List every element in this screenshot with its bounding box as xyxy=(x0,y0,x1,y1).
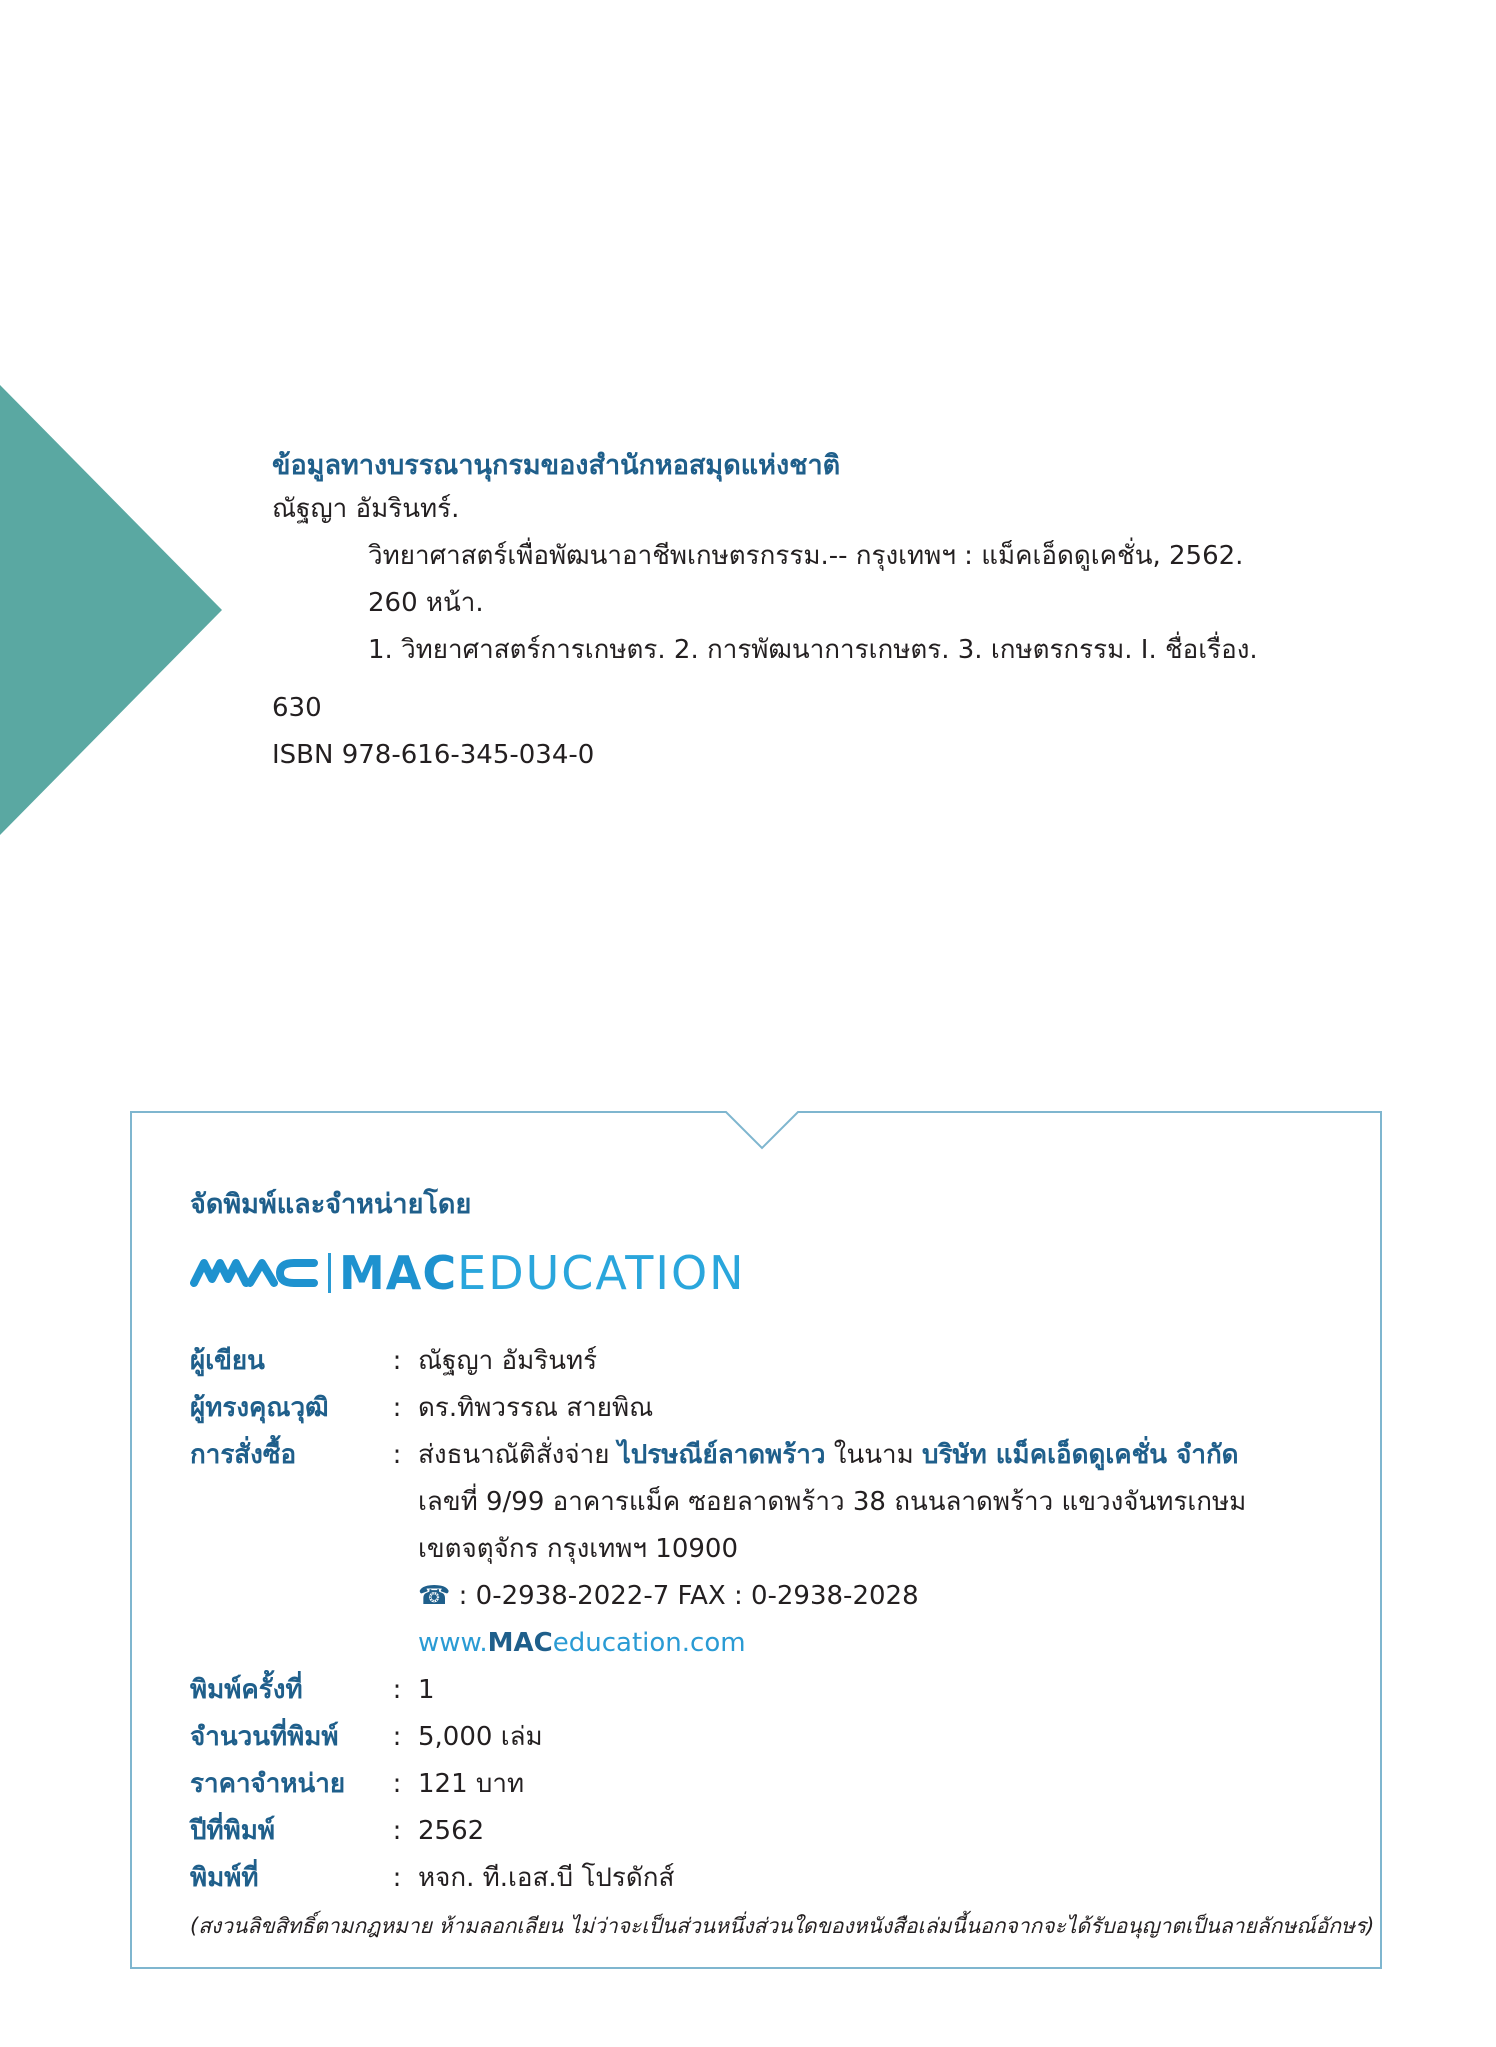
year-label: ปีที่พิมพ์ xyxy=(190,1816,276,1846)
colon: : xyxy=(392,1816,402,1846)
price-value: 121 บาท xyxy=(418,1769,525,1799)
author-label: ผู้เขียน xyxy=(190,1346,265,1376)
printer-label: พิมพ์ที่ xyxy=(190,1863,259,1893)
cip-subjects: 1. วิทยาศาสตร์การเกษตร. 2. การพัฒนาการเกษตร. 3. เกษตรกรรม. I. ชื่อเรื่อง. xyxy=(368,635,1258,665)
logo-mac-text: MAC xyxy=(339,1246,458,1300)
cip-isbn: ISBN 978-616-345-034-0 xyxy=(272,740,595,770)
order-company: บริษัท แม็คเอ็ดดูเคชั่น จำกัด xyxy=(922,1440,1239,1470)
website-prefix: www. xyxy=(418,1628,488,1658)
colon: : xyxy=(392,1675,402,1705)
copies-label: จำนวนที่พิมพ์ xyxy=(190,1722,339,1752)
cip-block xyxy=(272,446,1392,779)
order-text: ส่งธนาณัติสั่งจ่าย xyxy=(418,1440,618,1470)
price-row xyxy=(190,1761,1360,1808)
price-label: ราคาจำหน่าย xyxy=(190,1769,346,1799)
cip-pages: 260 หน้า. xyxy=(368,588,484,618)
cip-title-line: วิทยาศาสตร์เพื่อพัฒนาอาชีพเกษตรกรรม.-- กรุงเทพฯ : แม็คเอ็ดดูเคชั่น, 2562. xyxy=(368,541,1244,571)
order-label: การสั่งซื้อ xyxy=(190,1440,297,1470)
triangle-shape xyxy=(0,385,222,835)
order-text-2: ในนาม xyxy=(825,1440,922,1470)
order-value xyxy=(418,1432,1239,1479)
logo-education-text: EDUCATION xyxy=(457,1246,746,1300)
cip-class-number: 630 xyxy=(272,693,322,723)
phone-text: : 0-2938-2022-7 FAX : 0-2938-2028 xyxy=(450,1581,919,1611)
colon: : xyxy=(392,1393,402,1423)
colon: : xyxy=(392,1863,402,1893)
copies-row xyxy=(190,1714,1360,1761)
mac-education-logo xyxy=(190,1248,746,1298)
year-row xyxy=(190,1808,1360,1855)
copies-value: 5,000 เล่ม xyxy=(418,1722,543,1752)
order-row xyxy=(190,1432,1360,1479)
order-post-office: ไปรษณีย์ลาดพร้าว xyxy=(617,1440,826,1470)
address-line-2: เขตจตุจักร กรุงเทพฯ 10900 xyxy=(418,1534,739,1564)
reviewer-row xyxy=(190,1385,1360,1432)
website-suffix: education.com xyxy=(552,1628,746,1658)
cip-author: ณัฐญา อัมรินทร์. xyxy=(272,494,460,524)
year-value: 2562 xyxy=(418,1816,485,1846)
website-mac: MAC xyxy=(487,1628,553,1658)
publisher-box xyxy=(130,1111,1382,1969)
printer-value: หจก. ที.เอส.บี โปรดักส์ xyxy=(418,1863,675,1893)
publisher-title: จัดพิมพ์และจำหน่ายโดย xyxy=(190,1189,472,1220)
phone-line xyxy=(190,1573,1360,1620)
edition-label: พิมพ์ครั้งที่ xyxy=(190,1675,303,1705)
reviewer-value: ดร.ทิพวรรณ สายพิณ xyxy=(418,1393,654,1423)
phone-icon: ☎ xyxy=(418,1581,451,1611)
copyright-note: (สงวนลิขสิทธิ์ตามกฎหมาย ห้ามลอกเลียน ไม่ว่าจะเป็นส่วนหนึ่งส่วนใดของหนังสือเล่มนี้นอกจากจะได้รับอนุญาตเป็นลายลักษณ์อักษร) xyxy=(190,1914,1375,1938)
reviewer-label: ผู้ทรงคุณวุฒิ xyxy=(190,1393,329,1423)
website[interactable] xyxy=(190,1620,1360,1667)
author-row xyxy=(190,1338,1360,1385)
mac-logo-mark-icon xyxy=(190,1253,318,1293)
edition-row xyxy=(190,1667,1360,1714)
author-value: ณัฐญา อัมรินทร์ xyxy=(418,1346,598,1376)
address-line-1: เลขที่ 9/99 อาคารแม็ค ซอยลาดพร้าว 38 ถนนลาดพร้าว แขวงจันทรเกษม xyxy=(418,1487,1247,1517)
cip-heading: ข้อมูลทางบรรณานุกรมของสำนักหอสมุดแห่งชาติ xyxy=(272,450,841,481)
colon: : xyxy=(392,1346,402,1376)
logo-divider xyxy=(328,1253,331,1293)
edition-value: 1 xyxy=(418,1675,435,1705)
colon: : xyxy=(392,1722,402,1752)
decorative-triangle xyxy=(0,385,224,835)
colon: : xyxy=(392,1769,402,1799)
publisher-info xyxy=(190,1338,1360,1902)
colon: : xyxy=(392,1440,402,1470)
printer-row xyxy=(190,1855,1360,1902)
